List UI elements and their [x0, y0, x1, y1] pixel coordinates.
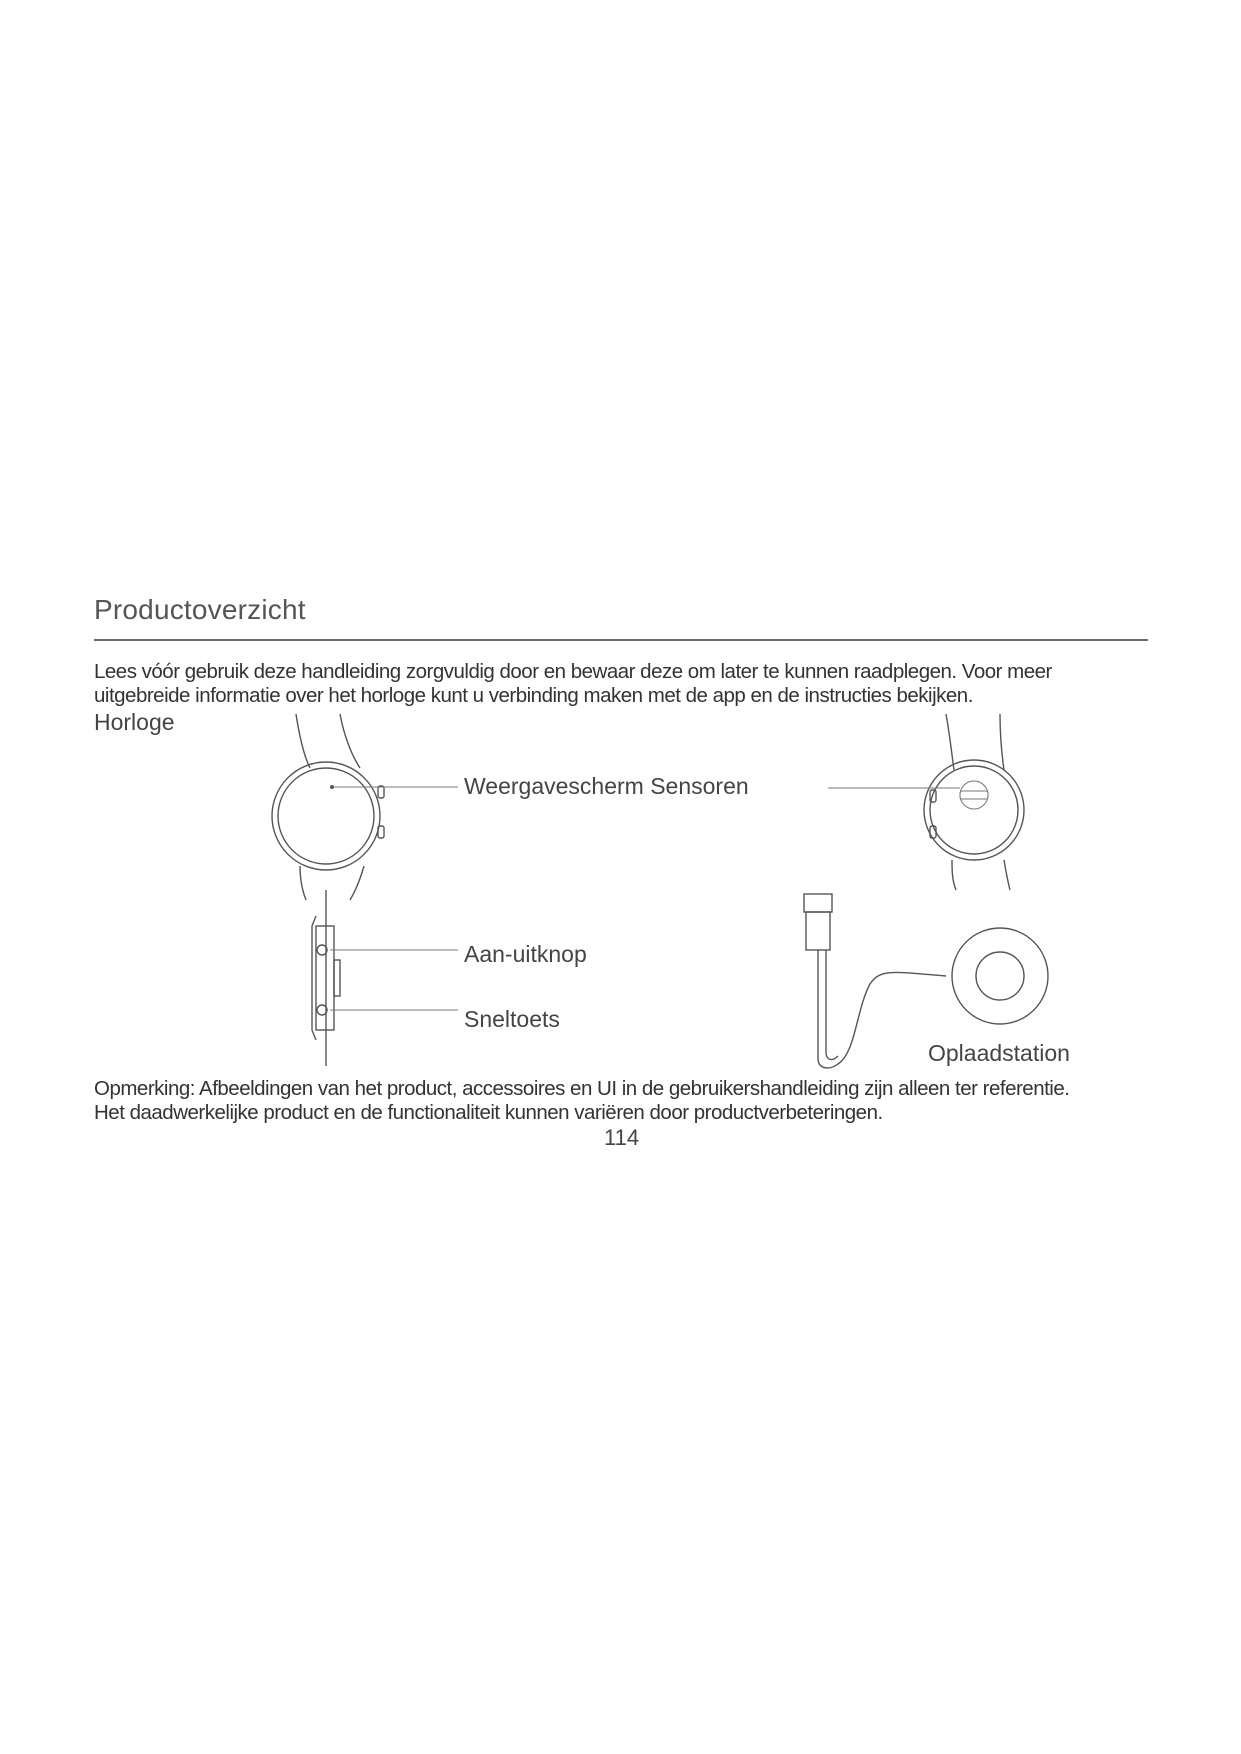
- label-shortcut-key: Sneltoets: [464, 1006, 560, 1032]
- page-number: 114: [604, 1125, 640, 1150]
- intro-line-2: uitgebreide informatie over het horloge kunt u verbinding maken met de app en de instructies bekijken.: [94, 684, 973, 707]
- section-subheading: Horloge: [94, 709, 175, 735]
- note-line-2: Het daadwerkelijke product en de functionaliteit kunnen variëren door productverbeteringen.: [94, 1101, 883, 1124]
- page-title: Productoverzicht: [94, 594, 306, 625]
- watch-back-illustration: [828, 714, 1024, 890]
- label-display-sensors: Weergavescherm Sensoren: [464, 773, 749, 799]
- watch-front-illustration: [272, 714, 458, 900]
- note-line-1: Opmerking: Afbeeldingen van het product, accessoires en UI in de gebruikershandleiding zijn alleen ter referentie.: [94, 1077, 1070, 1100]
- label-charging-station: Oplaadstation: [928, 1040, 1070, 1066]
- watch-side-illustration: [312, 890, 458, 1066]
- intro-line-1: Lees vóór gebruik deze handleiding zorgvuldig door en bewaar deze om later te kunnen raadplegen. Voor meer: [94, 660, 1052, 683]
- label-power-button: Aan-uitknop: [464, 941, 587, 967]
